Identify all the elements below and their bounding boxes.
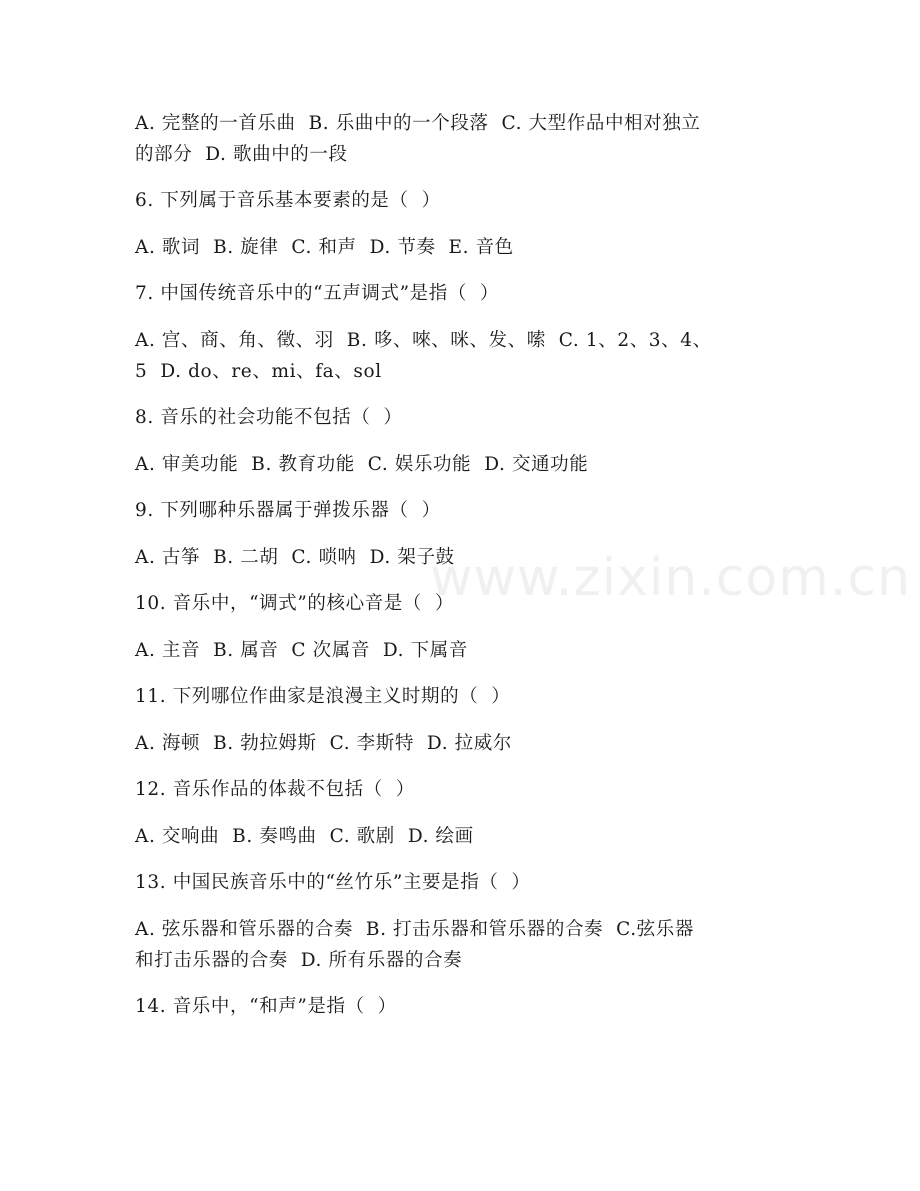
q6-options: A. 歌词 B. 旋律 C. 和声 D. 节奏 E. 音色 — [135, 237, 514, 258]
q5-options-line-2: 的部分 D. 歌曲中的一段 — [135, 144, 348, 165]
question-14: 14. 音乐中，“和声”是指（ ） — [135, 996, 397, 1017]
q8-options: A. 审美功能 B. 教育功能 C. 娱乐功能 D. 交通功能 — [135, 454, 589, 475]
question-7: 7. 中国传统音乐中的“五声调式”是指（ ） — [135, 283, 500, 304]
question-11: 11. 下列哪位作曲家是浪漫主义时期的（ ） — [135, 686, 511, 707]
q13-options-line-1: A. 弦乐器和管乐器的合奏 B. 打击乐器和管乐器的合奏 C.弦乐器 — [135, 919, 694, 940]
watermark: www.zixin.com.cn — [430, 548, 911, 608]
q7-options-line-2: 5 D. do、re、mi、fa、sol — [135, 361, 382, 382]
question-10: 10. 音乐中，“调式”的核心音是（ ） — [135, 593, 455, 614]
q13-options-line-2: 和打击乐器的合奏 D. 所有乐器的合奏 — [135, 950, 463, 971]
q12-options: A. 交响曲 B. 奏鸣曲 C. 歌剧 D. 绘画 — [135, 826, 474, 847]
question-6: 6. 下列属于音乐基本要素的是（ ） — [135, 190, 441, 211]
q9-options: A. 古筝 B. 二胡 C. 唢呐 D. 架子鼓 — [135, 547, 455, 568]
question-12: 12. 音乐作品的体裁不包括（ ） — [135, 779, 415, 800]
question-9: 9. 下列哪种乐器属于弹拨乐器（ ） — [135, 500, 441, 521]
q10-options: A. 主音 B. 属音 C 次属音 D. 下属音 — [135, 640, 468, 661]
q7-options-line-1: A. 宫、商、角、徵、羽 B. 哆、唻、咪、发、嗦 C. 1、2、3、4、 — [135, 330, 712, 351]
question-13: 13. 中国民族音乐中的“丝竹乐”主要是指（ ） — [135, 872, 531, 893]
q11-options: A. 海顿 B. 勃拉姆斯 C. 李斯特 D. 拉威尔 — [135, 733, 512, 754]
question-8: 8. 音乐的社会功能不包括（ ） — [135, 407, 403, 428]
q5-options-line-1: A. 完整的一首乐曲 B. 乐曲中的一个段落 C. 大型作品中相对独立 — [135, 113, 701, 134]
